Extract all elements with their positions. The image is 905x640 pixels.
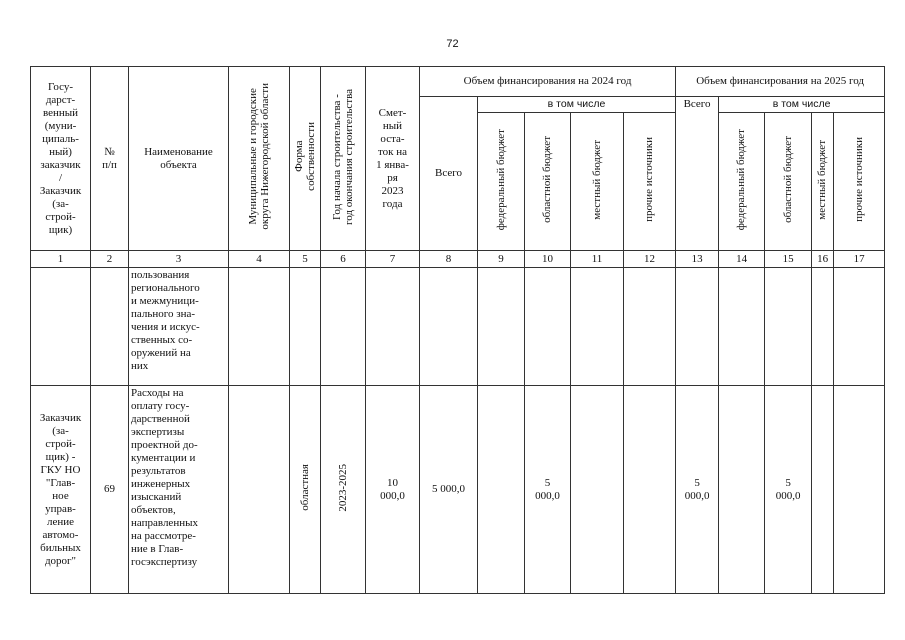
cell-federal-2025 — [719, 268, 765, 386]
header-ownership: Форма собственности — [290, 67, 321, 251]
cell-object-name: пользования регионального и межмуници- пального зна- чения и искус- ственных со- оружений на них — [129, 268, 229, 386]
column-number: 10 — [525, 251, 571, 268]
cell-total-2024 — [420, 268, 478, 386]
header-number: № п/п — [91, 67, 129, 251]
cell-local-2025 — [812, 386, 834, 594]
header-total-2025: Всего — [676, 97, 719, 251]
cell-years: 2023-2025 — [321, 386, 366, 594]
header-regional-2025: областной бюджет — [765, 113, 812, 251]
column-number: 14 — [719, 251, 765, 268]
header-other-2024: прочие источники — [624, 113, 676, 251]
column-number: 8 — [420, 251, 478, 268]
column-number: 9 — [478, 251, 525, 268]
table-row — [31, 386, 885, 594]
column-number: 17 — [834, 251, 885, 268]
column-number: 11 — [571, 251, 624, 268]
cell-local-2025 — [812, 268, 834, 386]
column-number: 16 — [812, 251, 834, 268]
header-estimate: Смет- ный оста- ток на 1 янва- ря 2023 года — [366, 67, 420, 251]
cell-regional-2025: 5 000,0 — [765, 386, 812, 594]
header-including-2025: в том числе — [719, 97, 885, 113]
cell-regional-2025 — [765, 268, 812, 386]
header-object-name: Наименование объекта — [129, 67, 229, 251]
cell-ownership — [290, 268, 321, 386]
cell-federal-2025 — [719, 386, 765, 594]
header-customer: Госу- дарст- венный (муни- ципаль- ный) заказчик / Заказчик (за- строй- щик) — [31, 67, 91, 251]
column-number: 7 — [366, 251, 420, 268]
header-regional-2024: областной бюджет — [525, 113, 571, 251]
header-fin-2025: Объем финансирования на 2025 год — [676, 67, 885, 97]
header-federal-2025: федеральный бюджет — [719, 113, 765, 251]
table-row — [31, 268, 885, 386]
header-years: Год начала строительства - год окончания строительства — [321, 67, 366, 251]
cell-ownership: областная — [290, 386, 321, 594]
column-number: 4 — [229, 251, 290, 268]
cell-federal-2024 — [478, 268, 525, 386]
cell-years — [321, 268, 366, 386]
cell-customer — [31, 268, 91, 386]
cell-regional-2024: 5 000,0 — [525, 386, 571, 594]
cell-number — [91, 268, 129, 386]
cell-local-2024 — [571, 386, 624, 594]
financing-table — [30, 66, 885, 594]
header-other-2025: прочие источники — [834, 113, 885, 251]
cell-total-2025: 5 000,0 — [676, 386, 719, 594]
cell-object-name: Расходы на оплату госу- дарственной экспертизы проектной до- кументации и результатов инженерных изысканий объектов, направленных на рассмотре- ние в Глав- госэкспертизу — [129, 386, 229, 594]
column-number: 12 — [624, 251, 676, 268]
cell-other-2025 — [834, 386, 885, 594]
cell-municipal — [229, 386, 290, 594]
column-number: 3 — [129, 251, 229, 268]
column-number: 5 — [290, 251, 321, 268]
cell-local-2024 — [571, 268, 624, 386]
cell-other-2025 — [834, 268, 885, 386]
cell-municipal — [229, 268, 290, 386]
cell-other-2024 — [624, 386, 676, 594]
header-fin-2024: Объем финансирования на 2024 год — [420, 67, 676, 97]
header-federal-2024: федеральный бюджет — [478, 113, 525, 251]
cell-estimate — [366, 268, 420, 386]
header-local-2024: местный бюджет — [571, 113, 624, 251]
cell-total-2024: 5 000,0 — [420, 386, 478, 594]
header-total-2024: Всего — [420, 97, 478, 251]
column-number: 13 — [676, 251, 719, 268]
cell-estimate: 10 000,0 — [366, 386, 420, 594]
cell-regional-2024 — [525, 268, 571, 386]
page-number: 72 — [446, 38, 459, 50]
header-including-2024: в том числе — [478, 97, 676, 113]
column-number: 1 — [31, 251, 91, 268]
cell-other-2024 — [624, 268, 676, 386]
cell-federal-2024 — [478, 386, 525, 594]
cell-number: 69 — [91, 386, 129, 594]
column-number: 2 — [91, 251, 129, 268]
column-number: 6 — [321, 251, 366, 268]
header-municipal: Муниципальные и городские округа Нижегородской области — [229, 67, 290, 251]
cell-customer: Заказчик (за- строй- щик) - ГКУ НО "Глав- ное управ- ление автомо- бильных дорог" — [31, 386, 91, 594]
column-numbers-row — [31, 251, 885, 268]
cell-total-2025 — [676, 268, 719, 386]
header-local-2025: местный бюджет — [812, 113, 834, 251]
column-number: 15 — [765, 251, 812, 268]
